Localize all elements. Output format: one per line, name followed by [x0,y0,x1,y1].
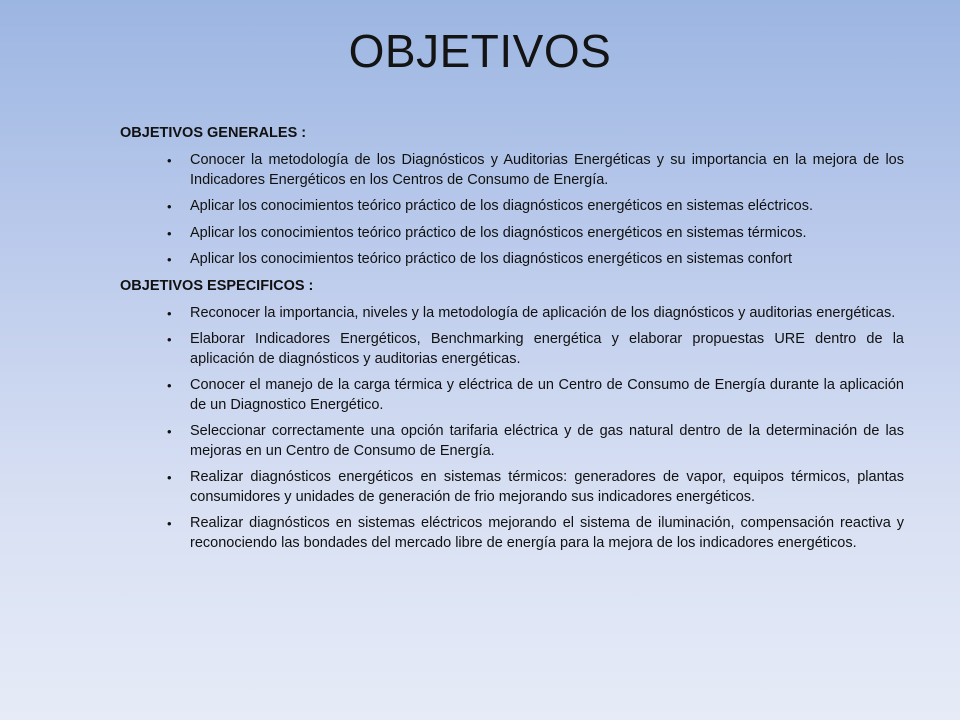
bullet-icon: • [167,424,172,439]
list-item-text: Conocer la metodología de los Diagnósticos y Auditorias Energéticas y su importancia en la mejora de los Indicadores Energéticos en los Centros de Consumo de Energía. [190,152,904,188]
list-item [120,330,904,369]
bullet-icon: • [167,332,172,347]
list-item-text: Elaborar Indicadores Energéticos, Benchmarking energética y elaborar propuestas URE dentro de la aplicación de diagnósticos y auditorias energéticas. [190,331,904,367]
list-item [120,376,904,415]
bullet-icon: • [167,252,172,267]
bullet-icon: • [167,516,172,531]
bullet-icon: • [167,153,172,168]
bullet-icon: • [167,225,172,241]
section-heading-especificos: OBJETIVOS ESPECIFICOS : [120,277,314,294]
section-heading-generales: OBJETIVOS GENERALES : [120,125,307,141]
list-item-text: Conocer el manejo de la carga térmica y eléctrica de un Centro de Consumo de Energía durante la aplicación de un Diagnostico Energético. [190,377,904,413]
bullet-icon: • [167,470,172,485]
list-item-text: Realizar diagnósticos energéticos en sistemas térmicos: generadores de vapor, equipos térmicos, plantas consumidores y unidades de generación de frio mejorando sus indicadores energéticos. [190,469,904,505]
list-item-text: Aplicar los conocimientos teórico práctico de los diagnósticos energéticos en sistemas térmicos. [190,224,807,241]
list-item [120,304,904,324]
list-item-text: Aplicar los conocimientos teórico práctico de los diagnósticos energéticos en sistemas confort [190,251,793,267]
bullet-icon: • [167,305,172,321]
generales-list [120,151,904,270]
list-item [120,468,904,507]
list-item [120,151,904,190]
bullet-icon: • [167,378,172,393]
list-item [120,514,904,553]
list-item [120,250,904,270]
slide-body [120,124,904,560]
list-item [120,224,904,244]
list-item-text: Realizar diagnósticos en sistemas eléctricos mejorando el sistema de iluminación, compensación reactiva y reconociendo las bondades del mercado libre de energía para la mejora de los indicadores energéticos. [190,515,904,551]
bullet-icon: • [167,199,172,214]
list-item-text: Aplicar los conocimientos teórico práctico de los diagnósticos energéticos en sistemas eléctricos. [190,198,813,214]
especificos-list [120,304,904,554]
list-item [120,422,904,461]
list-item [120,197,904,217]
list-item-text: Seleccionar correctamente una opción tarifaria eléctrica y de gas natural dentro de la determinación de las mejoras en un Centro de Consumo de Energía. [190,423,904,459]
slide-title: OBJETIVOS [348,25,612,77]
list-item-text: Reconocer la importancia, niveles y la metodología de aplicación de los diagnósticos y auditorias energéticas. [190,304,896,321]
